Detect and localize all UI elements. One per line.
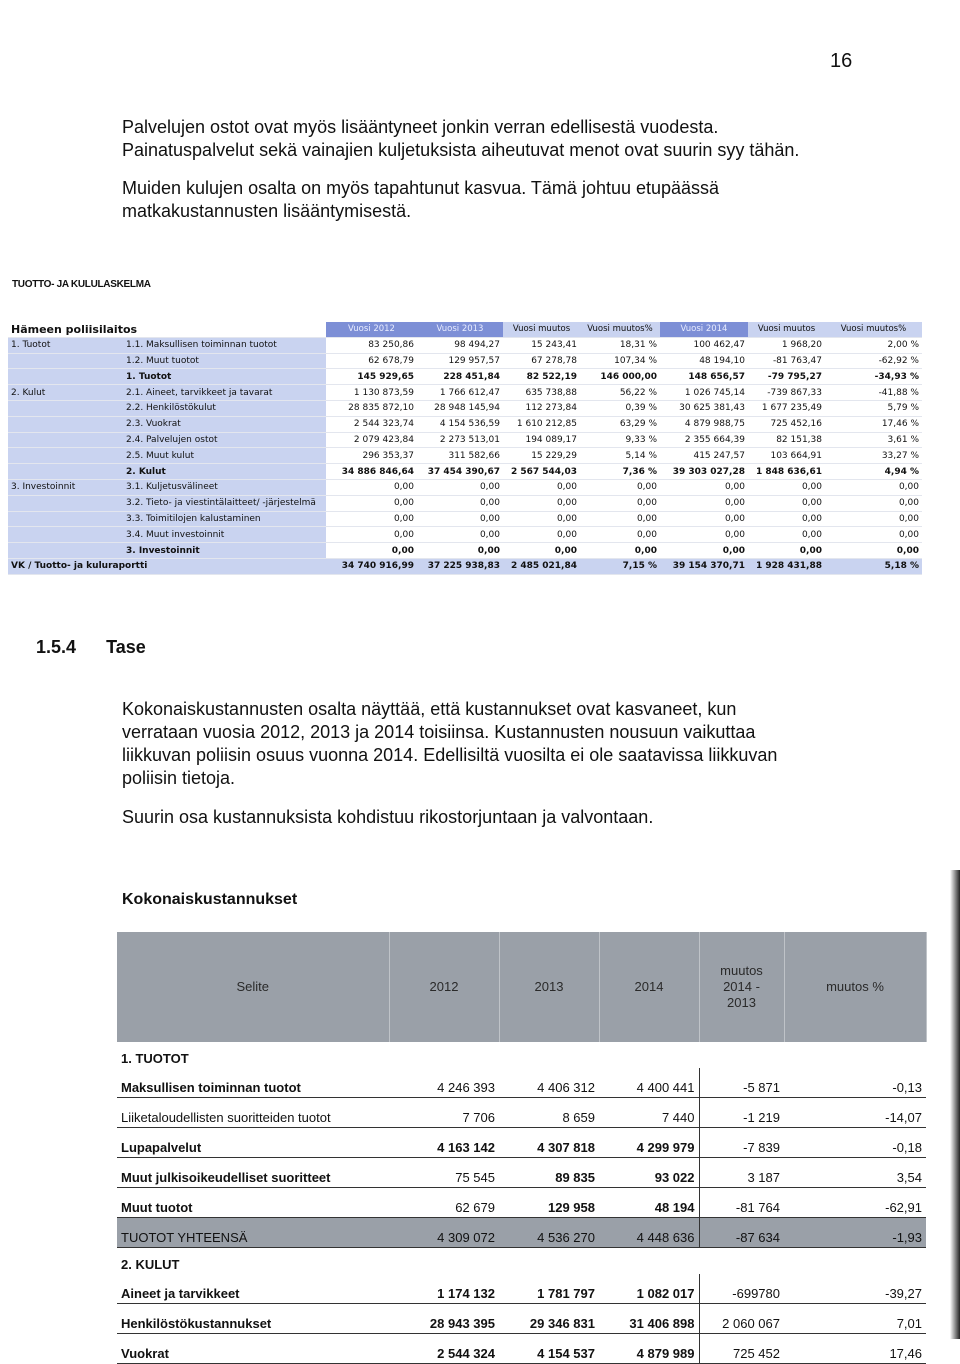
row-label: Vuokrat [117,1334,389,1364]
value-cell: 1 968,20 [748,337,825,353]
value-cell: 5,18 % [825,558,922,574]
value-cell: 1 610 212,85 [503,416,580,432]
value-cell: 0,00 [417,543,503,559]
value-cell: 48 194,10 [660,353,748,369]
value-cell: 0,00 [326,479,417,495]
row-group [8,400,123,416]
value-cell: 0,00 [580,495,660,511]
row-label: 3.2. Tieto- ja viestintälaitteet/ -järjestelmä [123,495,326,511]
value-cell: 0,39 % [580,400,660,416]
value-cell: 0,00 [825,479,922,495]
value-cell: 4,94 % [825,464,922,480]
value-cell: -7 839 [699,1128,784,1158]
table1-header-cell: Vuosi muutos [503,322,580,337]
value-cell: 145 929,65 [326,369,417,385]
value-cell: 34 886 846,64 [326,464,417,480]
value-cell: 1 026 745,14 [660,385,748,401]
value-cell: 7 706 [389,1098,499,1128]
value-cell: -34,93 % [825,369,922,385]
value-cell: 4 154 537 [499,1334,599,1364]
text-line: liikkuvan poliisin osuus vuonna 2014. Edellisiltä vuosilta ei ole saatavissa liikkuvan [122,745,778,765]
table1-header-cell: Vuosi muutos [748,322,825,337]
value-cell: 4 299 979 [599,1128,699,1158]
value-cell: 28 943 395 [389,1304,499,1334]
value-cell: 89 835 [499,1158,599,1188]
value-cell: 129 957,57 [417,353,503,369]
table1-row [8,385,922,401]
table1-row [8,543,922,559]
table2-row [117,1334,926,1364]
value-cell [599,1248,699,1275]
text-line: poliisin tietoja. [122,768,236,788]
value-cell: 103 664,91 [748,448,825,464]
value-cell: 4 406 312 [499,1068,599,1098]
value-cell [699,1248,784,1275]
section-number: 1.5.4 [36,637,77,657]
table1-row [8,416,922,432]
value-cell [599,1042,699,1068]
table2-header-cell: Selite [117,932,389,1042]
row-group [8,369,123,385]
value-cell: 28 948 145,94 [417,400,503,416]
table2-header-cell: muutos % [784,932,926,1042]
value-cell: 8 659 [499,1098,599,1128]
text-line: Palvelujen ostot ovat myös lisääntyneet jonkin verran edellisestä vuodesta. [122,117,719,137]
value-cell: 34 740 916,99 [326,558,417,574]
value-cell: 1 766 612,47 [417,385,503,401]
table2-header-cell: 2012 [389,932,499,1042]
value-cell: 1 848 636,61 [748,464,825,480]
value-cell: 0,00 [748,527,825,543]
value-cell: 0,00 [825,495,922,511]
value-cell: 725 452 [699,1334,784,1364]
value-cell: 7,36 % [580,464,660,480]
value-cell: 0,00 [825,511,922,527]
value-cell: 4 879 988,75 [660,416,748,432]
value-cell: 17,46 % [825,416,922,432]
row-label: 2.5. Muut kulut [123,448,326,464]
table1-row [8,353,922,369]
value-cell: 4 536 270 [499,1218,599,1248]
row-label: TUOTOT YHTEENSÄ [117,1218,389,1248]
value-cell: 725 452,16 [748,416,825,432]
table2-header-cell: muutos 2014 - 2013 [699,932,784,1042]
value-cell: 0,00 [326,495,417,511]
value-cell: 62 678,79 [326,353,417,369]
value-cell [699,1042,784,1068]
table2-row [117,1218,926,1248]
row-label: Lupapalvelut [117,1128,389,1158]
table1-header-cell: Vuosi muutos% [825,322,922,337]
value-cell: 112 273,84 [503,400,580,416]
value-cell: 0,00 [326,543,417,559]
value-cell: 48 194 [599,1188,699,1218]
value-cell: 4 309 072 [389,1218,499,1248]
table2-row [117,1128,926,1158]
table2-row [117,1042,926,1068]
value-cell: 4 163 142 [389,1128,499,1158]
value-cell: 0,00 [825,543,922,559]
table1-header-row [8,322,922,337]
row-label: 3.4. Muut investoinnit [123,527,326,543]
value-cell: 0,00 [503,543,580,559]
value-cell: -739 867,33 [748,385,825,401]
value-cell: 0,00 [660,527,748,543]
value-cell: 194 089,17 [503,432,580,448]
value-cell [389,1248,499,1275]
body-paragraph-2 [122,806,653,829]
table2-row [117,1098,926,1128]
value-cell: 29 346 831 [499,1304,599,1334]
value-cell: 0,00 [417,479,503,495]
value-cell: 2,00 % [825,337,922,353]
table1-row [8,369,922,385]
value-cell: 63,29 % [580,416,660,432]
table2-row [117,1274,926,1304]
value-cell: 635 738,88 [503,385,580,401]
value-cell: 0,00 [503,479,580,495]
row-group: 2. Kulut [8,385,123,401]
value-cell: 0,00 [748,495,825,511]
value-cell: 33,27 % [825,448,922,464]
row-group [8,464,123,480]
value-cell: 0,00 [417,511,503,527]
value-cell: 15 243,41 [503,337,580,353]
value-cell: 3,54 [784,1158,926,1188]
text-line: matkakustannusten lisääntymisestä. [122,201,412,221]
value-cell: 56,22 % [580,385,660,401]
value-cell: 2 355 664,39 [660,432,748,448]
value-cell: 0,00 [417,495,503,511]
value-cell: 37 225 938,83 [417,558,503,574]
row-label: 1.2. Muut tuotot [123,353,326,369]
text-line: verrataan vuosia 2012, 2013 ja 2014 toisiinsa. Kustannusten nousuun vaikuttaa [122,722,756,742]
value-cell: 228 451,84 [417,369,503,385]
value-cell: 2 567 544,03 [503,464,580,480]
text-line: Suurin osa kustannuksista kohdistuu rikostorjuntaan ja valvontaan. [122,807,654,827]
row-label: Maksullisen toiminnan tuotot [117,1068,389,1098]
table1-row [8,479,922,495]
row-group [8,448,123,464]
table1-row [8,511,922,527]
text-line: Kokonaiskustannusten osalta näyttää, että kustannukset ovat kasvaneet, kun [122,699,737,719]
value-cell: 1 130 873,59 [326,385,417,401]
value-cell: 107,34 % [580,353,660,369]
row-group [8,416,123,432]
row-group [8,527,123,543]
row-label: Muut julkisoikeudelliset suoritteet [117,1158,389,1188]
value-cell: 62 679 [389,1188,499,1218]
value-cell: 148 656,57 [660,369,748,385]
value-cell: 0,00 [580,479,660,495]
value-cell: 0,00 [748,511,825,527]
value-cell: 7,15 % [580,558,660,574]
row-label: 1. TUOTOT [121,1051,189,1066]
value-cell: 0,00 [825,527,922,543]
value-cell [784,1248,926,1275]
value-cell: 83 250,86 [326,337,417,353]
value-cell: 7,01 [784,1304,926,1334]
table1-header-cell: Vuosi 2013 [417,322,503,337]
income-statement-table [8,322,922,575]
section-heading [36,637,146,658]
table1-row [8,337,922,353]
value-cell: 0,00 [326,511,417,527]
value-cell: 39 154 370,71 [660,558,748,574]
row-label: Henkilöstökustannukset [117,1304,389,1334]
page-number: 16 [830,50,853,72]
value-cell: 296 353,37 [326,448,417,464]
row-label: 2.1. Aineet, tarvikkeet ja tavarat [123,385,326,401]
value-cell: 0,00 [503,495,580,511]
row-label: 2.4. Palvelujen ostot [123,432,326,448]
scan-edge-shadow [950,870,960,1339]
value-cell: 18,31 % [580,337,660,353]
value-cell: -1,93 [784,1218,926,1248]
text-line: Painatuspalvelut sekä vainajien kuljetuksista aiheutuvat menot ovat suurin syy tähän. [122,140,800,160]
value-cell: 129 958 [499,1188,599,1218]
intro-paragraph-2 [122,177,719,223]
value-cell: 1 781 797 [499,1274,599,1304]
value-cell: -1 219 [699,1098,784,1128]
value-cell: 0,00 [660,495,748,511]
value-cell: 2 544 323,74 [326,416,417,432]
value-cell: 0,00 [660,511,748,527]
row-label: 1. Tuotot [123,369,326,385]
table1-row [8,558,922,574]
value-cell: 146 000,00 [580,369,660,385]
value-cell: 67 278,78 [503,353,580,369]
value-cell: 2 544 324 [389,1334,499,1364]
row-label: 2.2. Henkilöstökulut [123,400,326,416]
value-cell: -39,27 [784,1274,926,1304]
value-cell: 0,00 [417,527,503,543]
row-group [8,495,123,511]
value-cell: 37 454 390,67 [417,464,503,480]
value-cell: 9,33 % [580,432,660,448]
table1-row [8,495,922,511]
value-cell: -79 795,27 [748,369,825,385]
value-cell: 1 677 235,49 [748,400,825,416]
table1-header-cell: Vuosi 2012 [326,322,417,337]
value-cell: -62,91 [784,1188,926,1218]
row-group [8,353,123,369]
row-group: 1. Tuotot [8,337,123,353]
value-cell: 0,00 [503,511,580,527]
row-label: VK / Tuotto- ja kuluraportti [8,558,326,574]
value-cell: 5,79 % [825,400,922,416]
value-cell: 4 154 536,59 [417,416,503,432]
value-cell: 17,46 [784,1334,926,1364]
value-cell: 0,00 [580,543,660,559]
value-cell: 2 079 423,84 [326,432,417,448]
table2-title: Kokonaiskustannukset [122,891,298,908]
value-cell: 100 462,47 [660,337,748,353]
table2-header-cell: 2014 [599,932,699,1042]
value-cell: 0,00 [660,479,748,495]
value-cell: 39 303 027,28 [660,464,748,480]
table2-row [117,1068,926,1098]
value-cell: 415 247,57 [660,448,748,464]
value-cell: -699780 [699,1274,784,1304]
value-cell [389,1042,499,1068]
value-cell: 15 229,29 [503,448,580,464]
row-label: 3. Investoinnit [123,543,326,559]
table1-row [8,432,922,448]
table1-header-cell: Vuosi 2014 [660,322,748,337]
value-cell: 2 060 067 [699,1304,784,1334]
value-cell: 4 400 441 [599,1068,699,1098]
row-group: 3. Investoinnit [8,479,123,495]
value-cell: -81 764 [699,1188,784,1218]
row-label: 2. Kulut [123,464,326,480]
value-cell: 0,00 [580,527,660,543]
value-cell [784,1042,926,1068]
value-cell: 30 625 381,43 [660,400,748,416]
value-cell: 4 246 393 [389,1068,499,1098]
value-cell: 31 406 898 [599,1304,699,1334]
value-cell: 3,61 % [825,432,922,448]
section-title: Tase [106,637,146,657]
value-cell: 0,00 [660,543,748,559]
value-cell: -41,88 % [825,385,922,401]
value-cell: 1 082 017 [599,1274,699,1304]
value-cell: 7 440 [599,1098,699,1128]
value-cell: 82 522,19 [503,369,580,385]
value-cell: 0,00 [580,511,660,527]
value-cell: 4 448 636 [599,1218,699,1248]
table1-row [8,464,922,480]
row-label: Liiketaloudellisten suoritteiden tuotot [117,1098,389,1128]
row-label: 2. KULUT [121,1257,180,1272]
value-cell: 0,00 [503,527,580,543]
value-cell: -81 763,47 [748,353,825,369]
table2-row [117,1248,926,1275]
value-cell: 82 151,38 [748,432,825,448]
table2-row [117,1188,926,1218]
intro-paragraph-1 [122,116,799,162]
value-cell: 75 545 [389,1158,499,1188]
row-label: 3.3. Toimitilojen kalustaminen [123,511,326,527]
row-label: Aineet ja tarvikkeet [117,1274,389,1304]
row-group [8,543,123,559]
table2-row [117,1158,926,1188]
row-label: 2.3. Vuokrat [123,416,326,432]
text-line: Muiden kulujen osalta on myös tapahtunut kasvua. Tämä johtuu etupäässä [122,178,720,198]
value-cell: 93 022 [599,1158,699,1188]
table2-header-cell: 2013 [499,932,599,1042]
value-cell: 4 879 989 [599,1334,699,1364]
value-cell [499,1042,599,1068]
value-cell: 1 928 431,88 [748,558,825,574]
row-label: Muut tuotot [117,1188,389,1218]
value-cell: 0,00 [748,543,825,559]
value-cell: 3 187 [699,1158,784,1188]
table1-row [8,527,922,543]
value-cell: 2 485 021,84 [503,558,580,574]
value-cell: 28 835 872,10 [326,400,417,416]
value-cell: 0,00 [748,479,825,495]
value-cell: 1 174 132 [389,1274,499,1304]
value-cell: -0,13 [784,1068,926,1098]
table2-row [117,1304,926,1334]
value-cell: 0,00 [326,527,417,543]
value-cell: 311 582,66 [417,448,503,464]
value-cell: 5,14 % [580,448,660,464]
body-paragraph-1 [122,698,777,790]
table1-header-cell: Vuosi muutos% [580,322,660,337]
row-group [8,432,123,448]
row-label: 1.1. Maksullisen toiminnan tuotot [123,337,326,353]
value-cell: -14,07 [784,1098,926,1128]
value-cell [499,1248,599,1275]
table1-row [8,400,922,416]
value-cell: -5 871 [699,1068,784,1098]
row-group [8,511,123,527]
table1-org: Hämeen poliisilaitos [8,322,326,337]
value-cell: -62,92 % [825,353,922,369]
table1-row [8,448,922,464]
row-label: 3.1. Kuljetusvälineet [123,479,326,495]
value-cell: -0,18 [784,1128,926,1158]
value-cell: -87 634 [699,1218,784,1248]
value-cell: 4 307 818 [499,1128,599,1158]
value-cell: 2 273 513,01 [417,432,503,448]
table1-title: TUOTTO- JA KULULASKELMA [12,279,151,290]
total-costs-table [117,932,927,1364]
value-cell: 98 494,27 [417,337,503,353]
